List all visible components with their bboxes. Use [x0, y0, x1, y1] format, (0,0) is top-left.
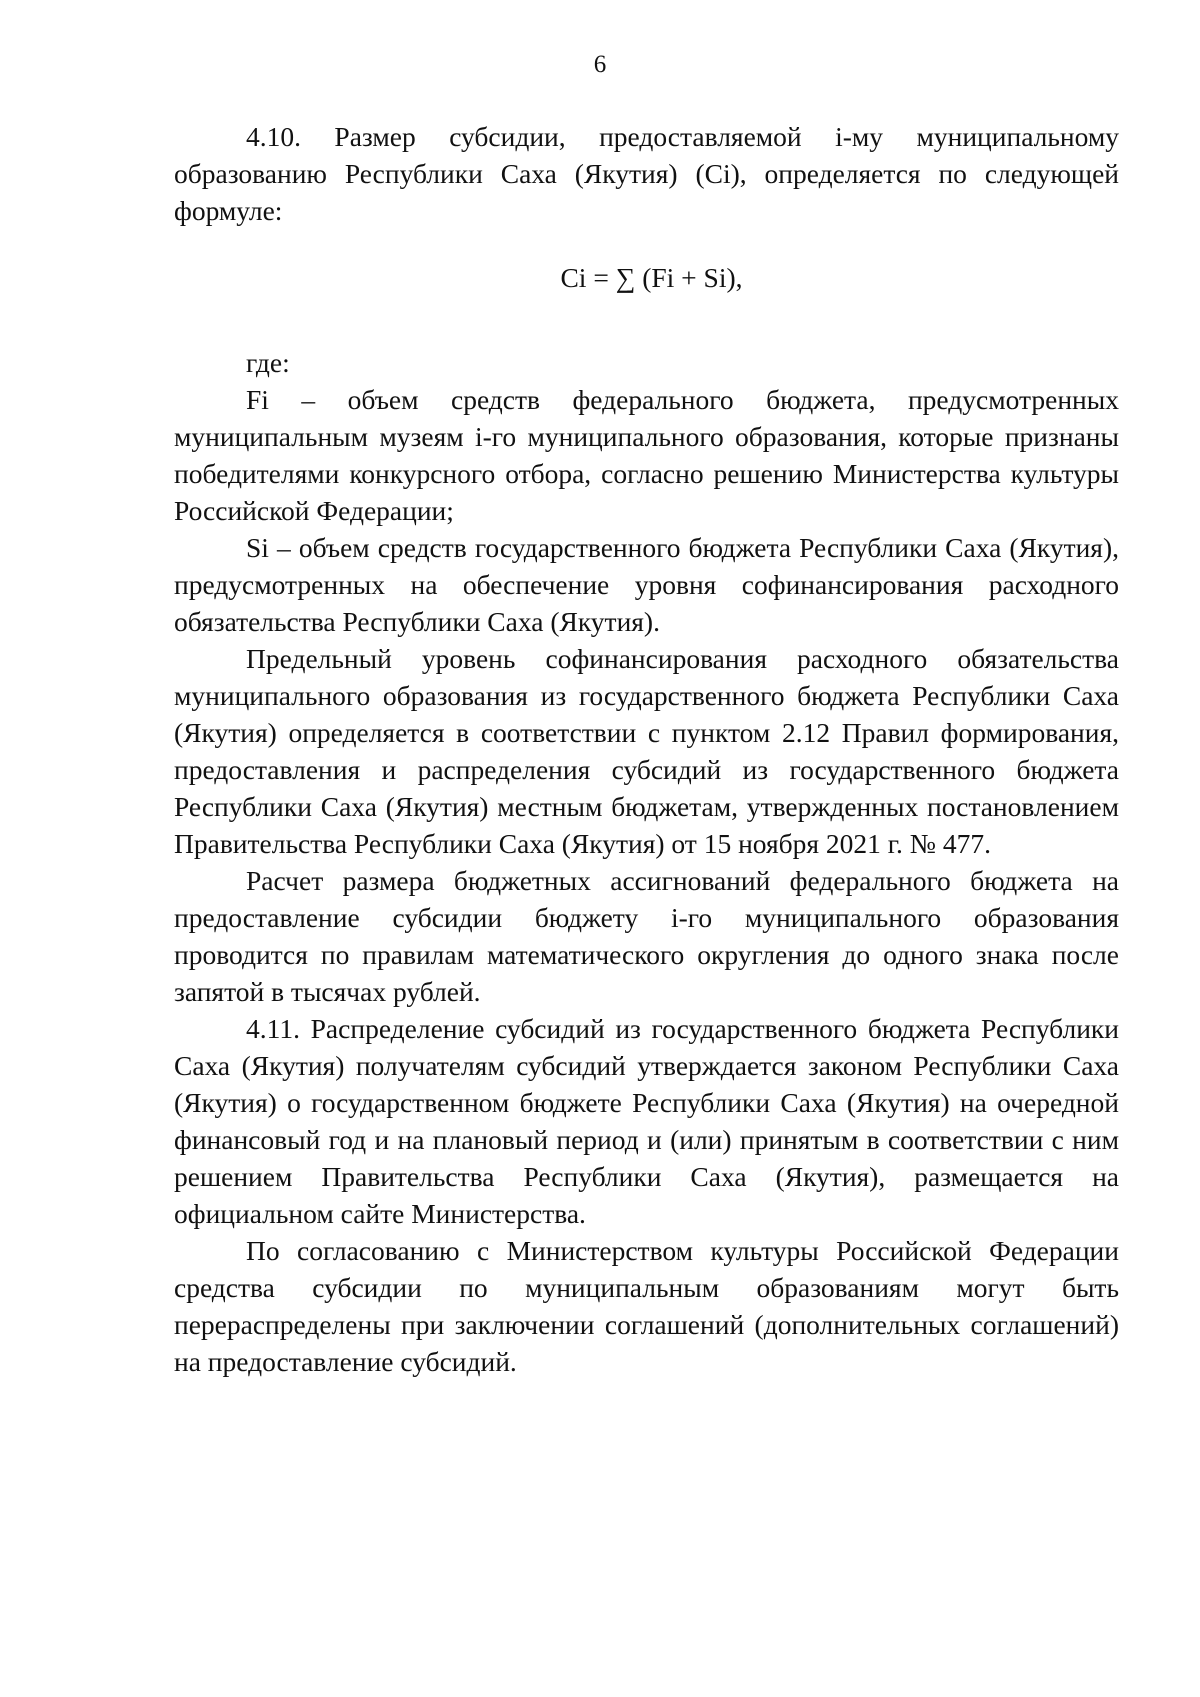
where-label: где: [246, 347, 290, 378]
paragraph-4-11: 4.11. Распределение субсидий из государственного бюджета Республики Саха (Якутия) получателям субсидий утверждается законом Республики Саха (Якутия) о государственном бюджете Республики Саха (Якутия) на очередной финансовый год и на плановый период и (или) принятым в соответствии с ним решением Правительства Республики Саха (Якутия), размещается на официальном сайте Министерства. [174, 1013, 1119, 1229]
page-number: 6 [593, 51, 607, 78]
paragraph-redistribution: По согласованию с Министерством культуры Российской Федерации средства субсидии по муниципальным образованиям могут быть перераспределены при заключении соглашений (дополнительных соглашений) на предоставление субсидий. [174, 1235, 1119, 1377]
paragraph-calculation-rounding: Расчет размера бюджетных ассигнований федерального бюджета на предоставление субсидии бюджету i-го муниципального образования проводится по правилам математического округления до одного знака после запятой в тысячах рублей. [174, 865, 1119, 1007]
paragraph-fi-definition: Fi – объем средств федерального бюджета, предусмотренных муниципальным музеям i-го муниципального образования, которые признаны победителями конкурсного отбора, согласно решению Министерства культуры Российской Федерации; [174, 384, 1119, 526]
paragraph-4-10: 4.10. Размер субсидии, предоставляемой i-му муниципальному образованию Республики Саха (Якутия) (Ci), определяется по следующей формуле: [174, 121, 1119, 226]
document-body [174, 118, 1119, 1380]
paragraph-cofinancing-limit: Предельный уровень софинансирования расходного обязательства муниципального образования из государственного бюджета Республики Саха (Якутия) определяется в соответствии с пунктом 2.12 Правил формирования, предоставления и распределения субсидий из государственного бюджета Республики Саха (Якутия) местным бюджетам, утвержденных постановлением Правительства Республики Саха (Якутия) от 15 ноября 2021 г. № 477. [174, 643, 1119, 859]
paragraph-si-definition: Si – объем средств государственного бюджета Республики Саха (Якутия), предусмотренных на обеспечение уровня софинансирования расходного обязательства Республики Саха (Якутия). [174, 532, 1119, 637]
formula: Ci = ∑ (Fi + Si), [560, 262, 743, 293]
